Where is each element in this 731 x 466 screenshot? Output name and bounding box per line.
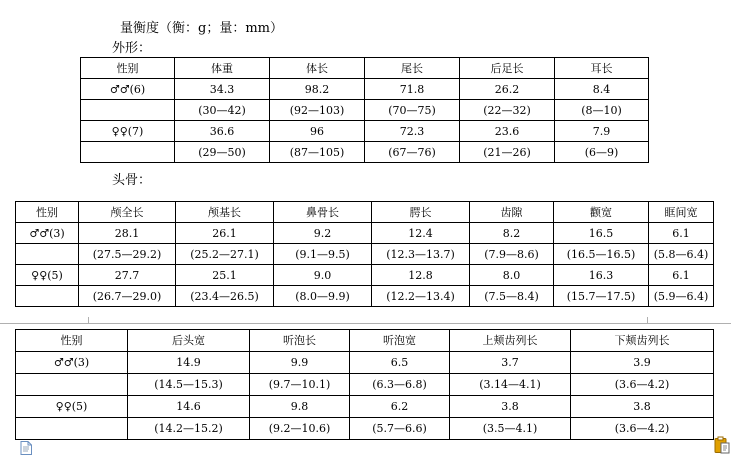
value-cell: 27.7 xyxy=(79,265,176,286)
value-cell: 6.5 xyxy=(350,352,450,374)
skull-section-label: 头骨： xyxy=(112,173,152,188)
value-cell: 98.2 xyxy=(270,79,365,100)
table-row xyxy=(81,121,649,142)
column-header: 性别 xyxy=(16,330,128,352)
table-row xyxy=(16,223,714,244)
value-cell: 16.5 xyxy=(554,223,649,244)
value-cell: (8—10) xyxy=(555,100,649,121)
value-cell: 34.3 xyxy=(175,79,270,100)
value-cell: 8.2 xyxy=(470,223,554,244)
column-header: 上颊齿列长 xyxy=(450,330,571,352)
sex-cell: ♂♂(3) xyxy=(16,223,79,244)
sex-cell xyxy=(81,142,175,163)
value-cell: 3.8 xyxy=(450,396,571,418)
value-cell: (87—105) xyxy=(270,142,365,163)
skull-measurements-table xyxy=(15,201,714,307)
header-row xyxy=(16,330,714,352)
sex-cell xyxy=(16,418,128,440)
value-cell: (15.7—17.5) xyxy=(554,286,649,307)
sex-cell xyxy=(16,286,79,307)
value-cell: 96 xyxy=(270,121,365,142)
value-cell: 36.6 xyxy=(175,121,270,142)
table-row xyxy=(16,244,714,265)
value-cell: (9.1—9.5) xyxy=(274,244,372,265)
value-cell: (7.5—8.4) xyxy=(470,286,554,307)
table-row xyxy=(16,418,714,440)
value-cell: 3.7 xyxy=(450,352,571,374)
column-header: 后头宽 xyxy=(128,330,250,352)
value-cell: (6.3—6.8) xyxy=(350,374,450,396)
table-row xyxy=(16,265,714,286)
value-cell: (9.7—10.1) xyxy=(250,374,350,396)
value-cell: 7.9 xyxy=(555,121,649,142)
value-cell: (16.5—16.5) xyxy=(554,244,649,265)
value-cell: 6.1 xyxy=(649,265,714,286)
value-cell: (3.5—4.1) xyxy=(450,418,571,440)
value-cell: (5.8—6.4) xyxy=(649,244,714,265)
value-cell: (3.6—4.2) xyxy=(571,418,714,440)
table-row xyxy=(81,100,649,121)
value-cell: 26.1 xyxy=(176,223,274,244)
column-header: 性别 xyxy=(81,58,175,79)
value-cell: 12.8 xyxy=(372,265,470,286)
value-cell: 16.3 xyxy=(554,265,649,286)
value-cell: 9.9 xyxy=(250,352,350,374)
value-cell: (25.2—27.1) xyxy=(176,244,274,265)
value-cell: (27.5—29.2) xyxy=(79,244,176,265)
column-header: 听泡宽 xyxy=(350,330,450,352)
value-cell: (29—50) xyxy=(175,142,270,163)
sex-cell: ♀♀(5) xyxy=(16,396,128,418)
value-cell: 25.1 xyxy=(176,265,274,286)
column-header: 眶间宽 xyxy=(649,202,714,223)
column-header: 体重 xyxy=(175,58,270,79)
table-row xyxy=(16,286,714,307)
column-header: 腭长 xyxy=(372,202,470,223)
value-cell: 9.2 xyxy=(274,223,372,244)
column-header: 鼻骨长 xyxy=(274,202,372,223)
external-section-label: 外形： xyxy=(112,41,152,56)
value-cell: 3.9 xyxy=(571,352,714,374)
column-header: 下颊齿列长 xyxy=(571,330,714,352)
value-cell: 12.4 xyxy=(372,223,470,244)
value-cell: (8.0—9.9) xyxy=(274,286,372,307)
value-cell: (70—75) xyxy=(365,100,460,121)
table-row xyxy=(16,374,714,396)
value-cell: 9.8 xyxy=(250,396,350,418)
value-cell: 8.4 xyxy=(555,79,649,100)
column-header: 颅基长 xyxy=(176,202,274,223)
external-measurements-table xyxy=(80,57,649,163)
value-cell: (3.14—4.1) xyxy=(450,374,571,396)
column-header: 听泡长 xyxy=(250,330,350,352)
value-cell: (12.2—13.4) xyxy=(372,286,470,307)
crop-mark-right xyxy=(647,317,658,324)
value-cell: (92—103) xyxy=(270,100,365,121)
value-cell: (26.7—29.0) xyxy=(79,286,176,307)
sex-cell xyxy=(16,374,128,396)
table-row xyxy=(16,352,714,374)
value-cell: (22—32) xyxy=(460,100,555,121)
sex-cell: ♀♀(7) xyxy=(81,121,175,142)
table-row xyxy=(81,142,649,163)
column-header: 颧宽 xyxy=(554,202,649,223)
value-cell: (9.2—10.6) xyxy=(250,418,350,440)
column-header: 颅全长 xyxy=(79,202,176,223)
column-header: 性别 xyxy=(16,202,79,223)
skull-measurements-table-continued xyxy=(15,329,714,440)
value-cell: (3.6—4.2) xyxy=(571,374,714,396)
column-header: 体长 xyxy=(270,58,365,79)
document-icon[interactable] xyxy=(20,440,32,454)
header-row xyxy=(81,58,649,79)
sex-cell: ♂♂(6) xyxy=(81,79,175,100)
value-cell: 3.8 xyxy=(571,396,714,418)
header-row xyxy=(16,202,714,223)
value-cell: (21—26) xyxy=(460,142,555,163)
value-cell: (12.3—13.7) xyxy=(372,244,470,265)
value-cell: 71.8 xyxy=(365,79,460,100)
page-break xyxy=(0,320,731,328)
value-cell: (5.9—6.4) xyxy=(649,286,714,307)
table-row xyxy=(81,79,649,100)
sex-cell xyxy=(81,100,175,121)
sex-cell xyxy=(16,244,79,265)
value-cell: (5.7—6.6) xyxy=(350,418,450,440)
table-row xyxy=(16,396,714,418)
value-cell: (14.2—15.2) xyxy=(128,418,250,440)
crop-mark-left xyxy=(78,317,89,324)
value-cell: (67—76) xyxy=(365,142,460,163)
value-cell: (23.4—26.5) xyxy=(176,286,274,307)
value-cell: (14.5—15.3) xyxy=(128,374,250,396)
column-header: 尾长 xyxy=(365,58,460,79)
value-cell: 8.0 xyxy=(470,265,554,286)
value-cell: 26.2 xyxy=(460,79,555,100)
column-header: 齿隙 xyxy=(470,202,554,223)
value-cell: 28.1 xyxy=(79,223,176,244)
value-cell: 72.3 xyxy=(365,121,460,142)
value-cell: (30—42) xyxy=(175,100,270,121)
column-header: 耳长 xyxy=(555,58,649,79)
page-title: 量衡度（衡：g；量：mm） xyxy=(120,21,283,36)
sex-cell: ♀♀(5) xyxy=(16,265,79,286)
value-cell: 6.2 xyxy=(350,396,450,418)
value-cell: 14.9 xyxy=(128,352,250,374)
value-cell: (7.9—8.6) xyxy=(470,244,554,265)
value-cell: 14.6 xyxy=(128,396,250,418)
value-cell: 23.6 xyxy=(460,121,555,142)
value-cell: (6—9) xyxy=(555,142,649,163)
value-cell: 6.1 xyxy=(649,223,714,244)
column-header: 后足长 xyxy=(460,58,555,79)
paste-options-icon[interactable] xyxy=(714,436,730,454)
sex-cell: ♂♂(3) xyxy=(16,352,128,374)
value-cell: 9.0 xyxy=(274,265,372,286)
